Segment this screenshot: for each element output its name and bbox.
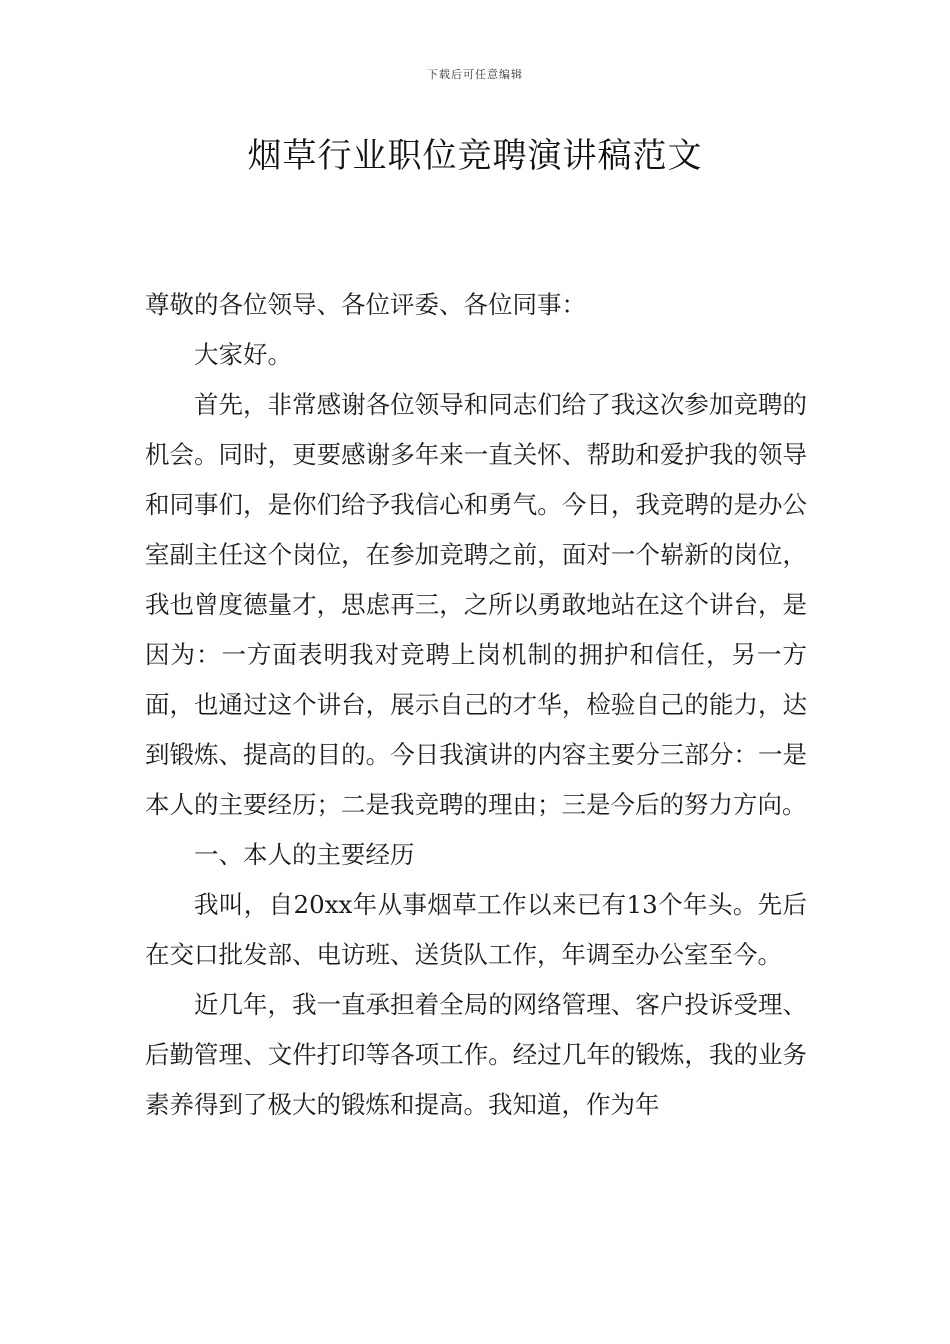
body-paragraph: 首先，非常感谢各位领导和同志们给了我这次参加竞聘的机会。同时，更要感谢多年来一直关怀、帮助和爱护我的领导和同事们，是你们给予我信心和勇气。今日，我竞聘的是办公室副主任这个岗位，在参加竞聘之前，面对一个崭新的岗位，我也曾度德量才，思虑再三，之所以勇敢地站在这个讲台，是因为：一方面表明我对竞聘上岗机制的拥护和信任，另一方面，也通过这个讲台，展示自己的才华，检验自己的能力，达到锻炼、提高的目的。今日我演讲的内容主要分三部分：一是本人的主要经历；二是我竞聘的理由；三是今后的努力方向。: [145, 390, 807, 819]
page-header-note: 下载后可任意编辑: [427, 68, 523, 81]
salutation: 尊敬的各位领导、各位评委、各位同事：: [145, 290, 586, 319]
body-paragraph: 我叫，自20xx年从事烟草工作以来已有13个年头。先后在交口批发部、电访班、送货队工作，年调至办公室至今。: [145, 890, 807, 969]
document-body: [145, 280, 807, 1130]
document-title: 烟草行业职位竞聘演讲稿范文: [247, 136, 703, 176]
body-paragraph: 近几年，我一直承担着全局的网络管理、客户投诉受理、后勤管理、文件打印等各项工作。经过几年的锻炼，我的业务素养得到了极大的锻炼和提高。我知道，作为年: [145, 990, 807, 1119]
greeting-paragraph: 大家好。: [194, 340, 292, 369]
section-heading: 一、本人的主要经历: [194, 840, 415, 869]
